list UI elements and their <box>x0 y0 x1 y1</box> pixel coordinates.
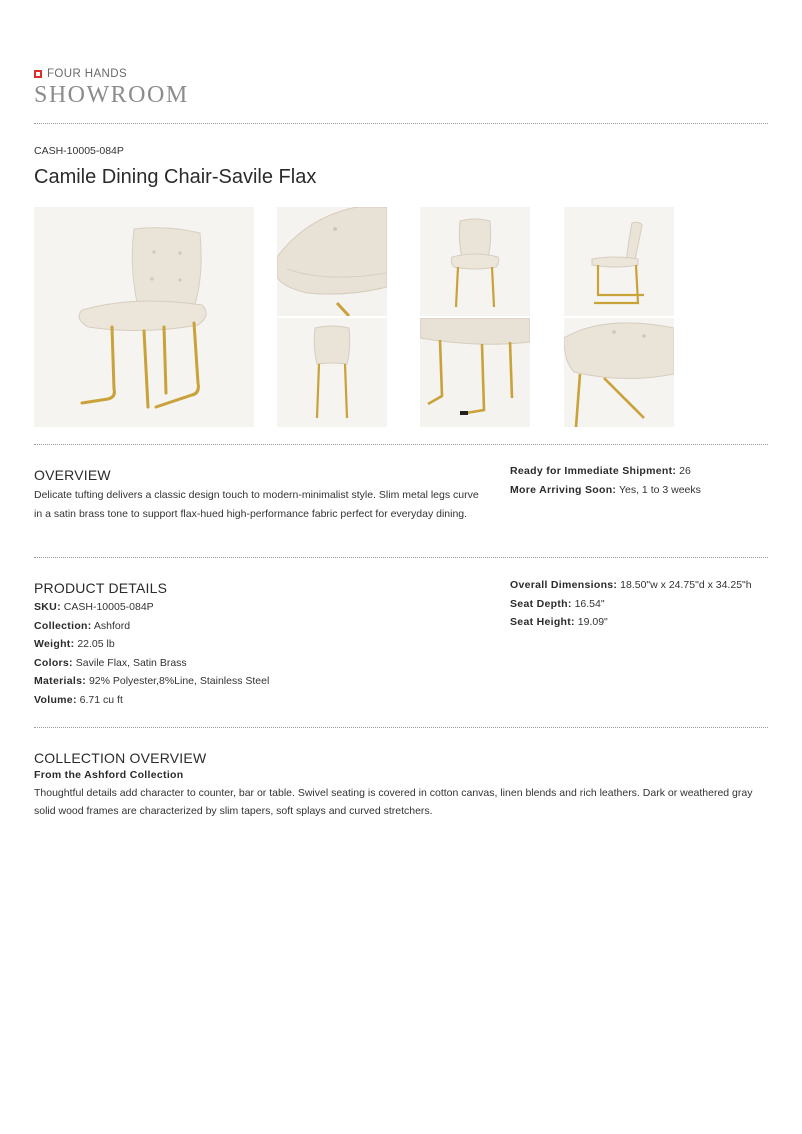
detail-label: Volume: <box>34 693 77 706</box>
dimension-label: Overall Dimensions: <box>510 579 618 591</box>
brand-name: FOUR HANDS <box>47 68 128 80</box>
detail-row-collection <box>34 617 454 636</box>
detail-row-sku <box>34 598 454 617</box>
dimension-label: Seat Depth: <box>510 597 572 610</box>
shipping-info <box>510 462 770 499</box>
showroom-title: SHOWROOM <box>34 82 189 108</box>
product-details-heading: PRODUCT DETAILS <box>34 580 168 596</box>
dimension-row-seat-depth <box>510 595 780 614</box>
chair-base-illustration <box>420 318 530 427</box>
detail-row-colors <box>34 654 454 673</box>
detail-value: 6.71 cu ft <box>79 693 123 706</box>
detail-label: Collection: <box>34 619 92 632</box>
detail-label: Colors: <box>34 656 73 669</box>
arriving-soon-value: Yes, 1 to 3 weeks <box>618 483 701 496</box>
detail-row-weight <box>34 635 454 654</box>
product-image-back[interactable] <box>277 318 387 427</box>
product-image-angle-detail[interactable] <box>564 318 674 427</box>
detail-value: 22.05 lb <box>77 638 115 651</box>
chair-front-angle-illustration <box>34 207 254 427</box>
header <box>34 68 189 109</box>
detail-label: Weight: <box>34 638 75 651</box>
detail-value: Ashford <box>93 619 131 632</box>
detail-row-volume <box>34 691 454 710</box>
product-details-section <box>34 580 454 710</box>
shipment-ready-label: Ready for Immediate Shipment: <box>510 465 677 477</box>
collection-subtitle: From the Ashford Collection <box>34 769 184 781</box>
dimension-value: 16.54" <box>574 597 605 610</box>
divider <box>34 123 768 124</box>
overview-section <box>34 467 479 524</box>
overview-heading: OVERVIEW <box>34 467 111 483</box>
dimension-row-overall <box>510 576 780 595</box>
collection-description: Thoughtful details add character to counter, bar or table. Swivel seating is covered in cotton canvas, linen blends and rich leathers. Dark or weathered gray solid wood frames are characterized by slim tapers, soft splays and curved stretchers. <box>34 787 753 817</box>
brand-mark-icon <box>34 70 42 78</box>
detail-value: CASH-10005-084P <box>63 601 154 613</box>
product-image-base[interactable] <box>420 318 530 427</box>
shipment-ready-row <box>510 462 770 481</box>
arriving-soon-label: More Arriving Soon: <box>510 483 617 496</box>
overview-description: Delicate tufting delivers a classic design touch to modern-minimalist style. Slim metal legs curve in a satin brass tone to support flax-hued high-performance fabric perfect for everyday dining. <box>34 489 479 520</box>
collection-overview-section <box>34 750 774 820</box>
chair-side-illustration <box>564 207 674 316</box>
dimension-value: 19.09" <box>577 616 608 629</box>
shipment-ready-value: 26 <box>679 465 691 477</box>
product-title: Camile Dining Chair-Savile Flax <box>34 166 317 188</box>
divider <box>34 444 768 445</box>
dimensions-info <box>510 576 780 632</box>
divider <box>34 557 768 558</box>
seat-closeup-illustration <box>277 207 387 316</box>
detail-row-materials <box>34 672 454 691</box>
seat-angle-illustration <box>564 318 674 427</box>
image-gallery <box>34 207 674 427</box>
chair-front-illustration <box>420 207 530 316</box>
product-image-side[interactable] <box>564 207 674 316</box>
product-image-detail-seat[interactable] <box>277 207 387 316</box>
divider <box>34 727 768 728</box>
detail-value: 92% Polyester,8%Line, Stainless Steel <box>88 675 270 688</box>
product-image-front[interactable] <box>420 207 530 316</box>
dimension-label: Seat Height: <box>510 616 575 629</box>
brand-logo <box>34 68 189 80</box>
detail-label: SKU: <box>34 601 61 613</box>
product-code: CASH-10005-084P <box>34 145 124 157</box>
dimension-row-seat-height <box>510 613 780 632</box>
chair-back-illustration <box>277 318 387 427</box>
product-image-main[interactable] <box>34 207 254 427</box>
dimension-value: 18.50"w x 24.75"d x 34.25"h <box>620 579 752 591</box>
collection-heading: COLLECTION OVERVIEW <box>34 750 207 766</box>
detail-label: Materials: <box>34 675 87 688</box>
arriving-soon-row <box>510 481 770 500</box>
detail-value: Savile Flax, Satin Brass <box>75 656 187 669</box>
